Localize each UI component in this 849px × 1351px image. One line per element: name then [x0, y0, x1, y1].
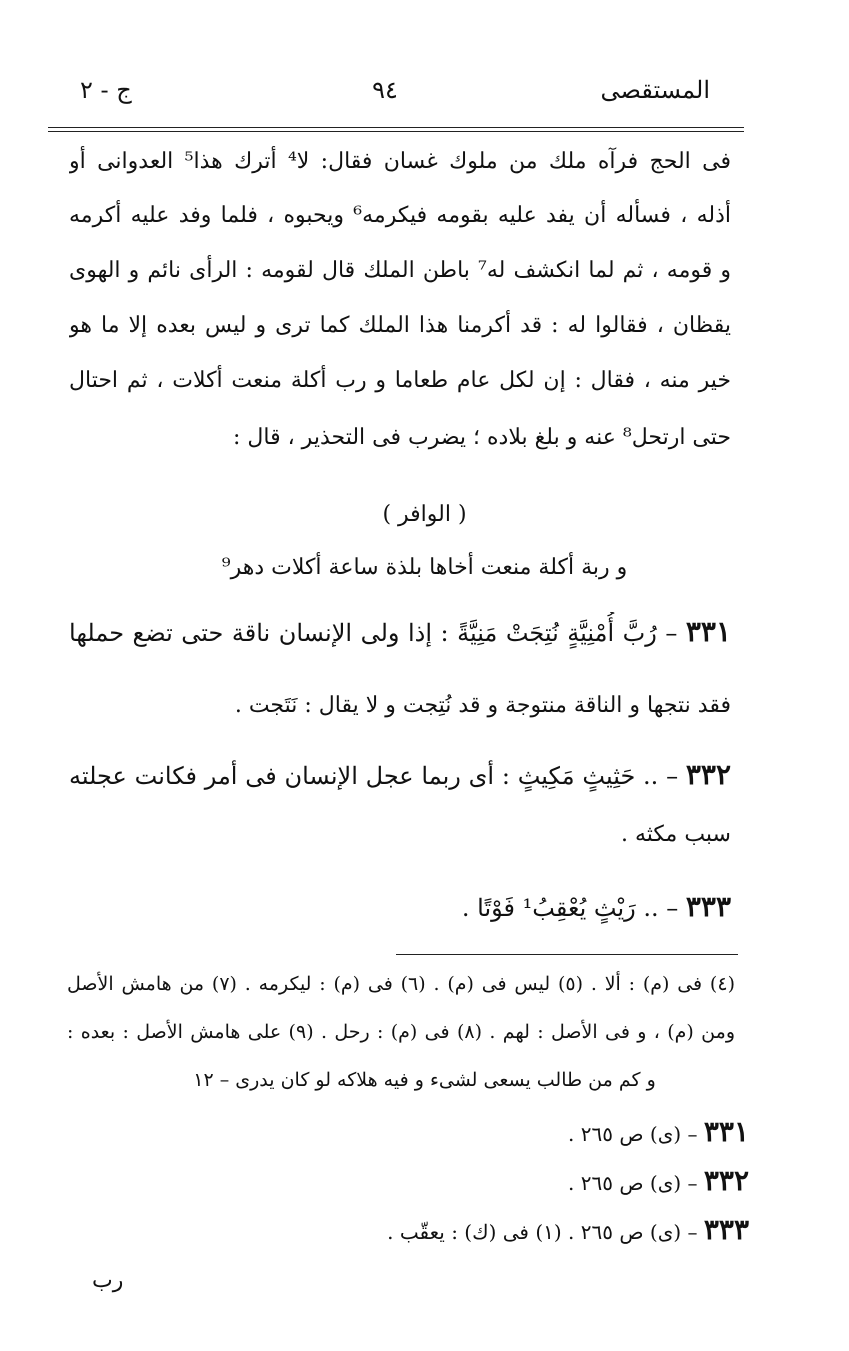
- page-number: ٩٤: [372, 76, 398, 104]
- footnote-line: (٤) فى (م) : ألا . (٥) ليس فى (م) . (٦) فى (م) : ليكرمه . (٧) من هامش الأصل: [67, 973, 735, 995]
- paragraph-line: فى الحج فرآه ملك من ملوك غسان فقال: لا⁴ أترك هذا⁵ العدوانى أو: [69, 149, 731, 174]
- ref-text: – (ى) ص ٢٦٥ .: [568, 1171, 698, 1195]
- entry-line: [71, 887, 731, 927]
- paragraph-line: و قومه ، ثم لما انكشف له⁷ باطن الملك قال لقومه : الرأى نائم و الهوى: [69, 258, 731, 283]
- header-rule-double: [48, 131, 744, 132]
- footnote-verse: و كم من طالب يسعى لشىء و فيه هلاكه لو كان يدرى – ١٢: [193, 1069, 656, 1091]
- paragraph-line: يقظان ، فقالوا له : قد أكرمنا هذا الملك كما ترى و ليس بعده إلا ما هو: [69, 313, 731, 338]
- entry-line: فقد نتجها و الناقة منتوجة و قد نُتِجت و لا يقال : نَتَجت .: [234, 693, 731, 718]
- verse-line: و ربة أكلة منعت أخاها بلذة ساعة أكلات دهر⁹: [221, 555, 628, 580]
- volume-label: ج - ٢: [80, 76, 132, 104]
- entry-line: سبب مكثه .: [620, 822, 731, 847]
- footnote-ref: [89, 1210, 749, 1250]
- ref-number: ٣٣١: [703, 1115, 749, 1148]
- footnote-line: ومن (م) ، و فى الأصل : لهم . (٨) فى (م) : رحل . (٩) على هامش الأصل : بعده :: [67, 1021, 735, 1043]
- paragraph-line: خير منه ، فقال : إن لكل عام طعاما و رب أكلة منعت أكلات ، ثم احتال: [69, 368, 731, 393]
- ref-number: ٣٣٢: [703, 1164, 749, 1197]
- entry-line: [69, 755, 731, 795]
- footnote-ref: [89, 1161, 749, 1201]
- header-rule: [48, 127, 744, 128]
- paragraph-line: حتى ارتحل⁸ عنه و بلغ بلاده ؛ يضرب فى التحذير ، قال :: [232, 425, 731, 450]
- entry-text: – .. حَثِيثٍ مَكِيثٍ : أى ربما عجل الإنسان فى أمر فكانت عجلته: [69, 762, 679, 790]
- footnote-rule: [396, 954, 738, 955]
- entry-number: ٣٣١: [685, 615, 731, 648]
- running-title: المستقصى: [600, 76, 710, 104]
- ref-number: ٣٣٣: [703, 1213, 749, 1246]
- entry-text: – .. رَيْثٍ يُعْقِبُ¹ فَوْتًا .: [461, 894, 679, 922]
- ref-text: – (ى) ص ٢٦٥ . (١) فى (ك) : يعقّب .: [387, 1220, 698, 1244]
- ref-text: – (ى) ص ٢٦٥ .: [568, 1122, 698, 1146]
- page-header: [60, 76, 710, 116]
- entry-number: ٣٣٢: [685, 758, 731, 791]
- entry-line: [69, 612, 731, 652]
- entry-text: – رُبَّ أُمْنِيَّةٍ نُتِجَتْ مَنِيَّةً : إذا ولى الإنسان ناقة حتى تضع حملها: [69, 619, 678, 647]
- catchword: رب: [92, 1268, 124, 1293]
- meter-label: ( الوافر ): [382, 502, 467, 527]
- paragraph-line: أذله ، فسأله أن يفد عليه بقومه فيكرمه⁶ ويحبوه ، فلما وفد عليه أكرمه: [69, 203, 731, 228]
- entry-number: ٣٣٣: [685, 890, 731, 923]
- footnote-ref: [89, 1112, 749, 1152]
